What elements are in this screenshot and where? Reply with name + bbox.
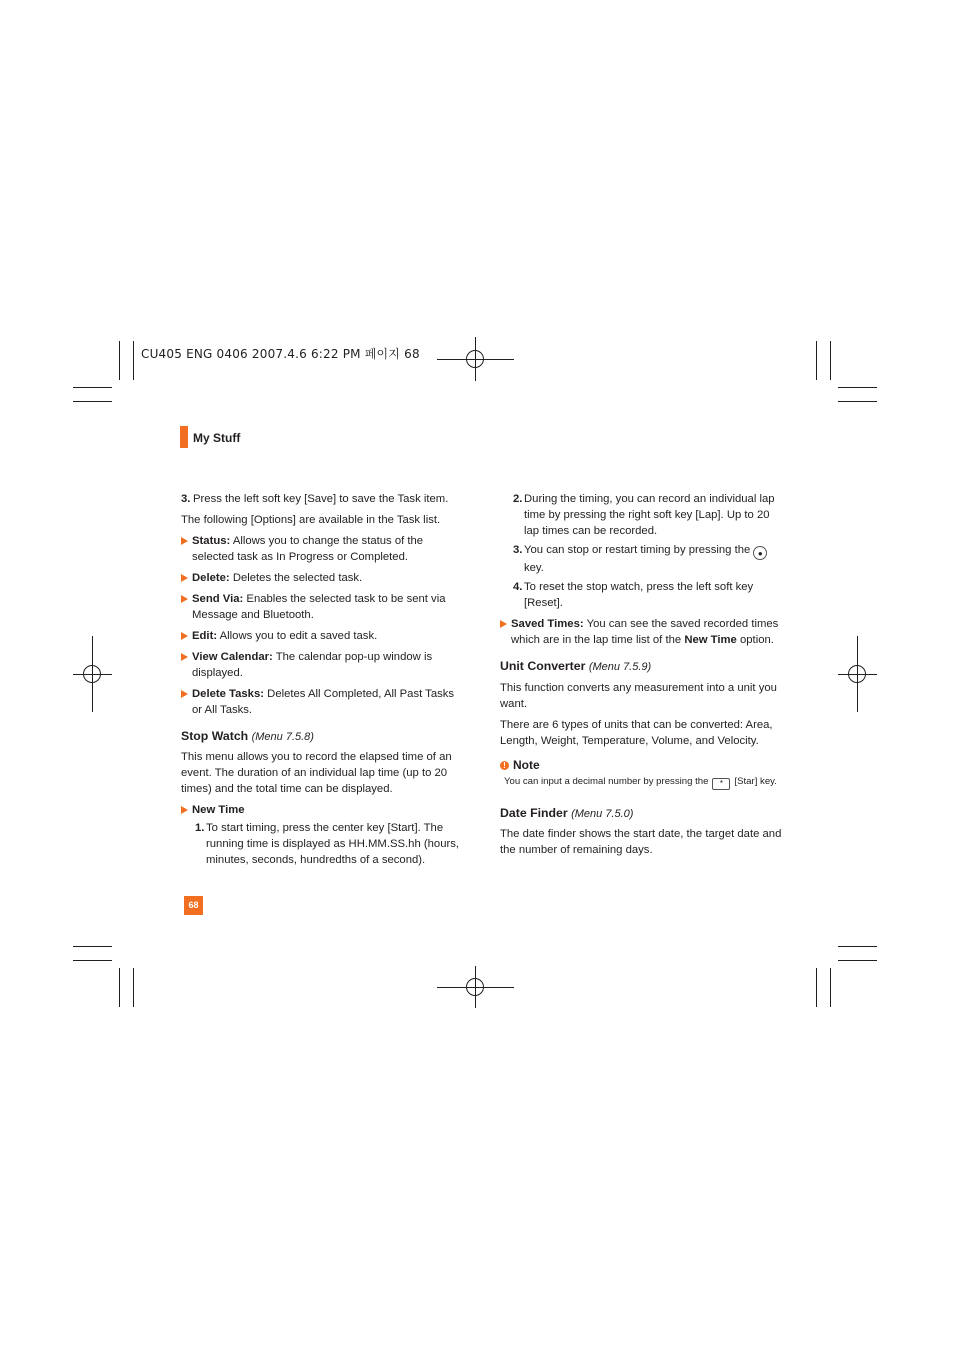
option-send-via: Send Via: Enables the selected task to be sent via Message and Bluetooth. (181, 591, 466, 623)
step-4: 4. To reset the stop watch, press the left soft key [Reset]. (513, 581, 754, 609)
crop-mark (838, 387, 877, 388)
bullet-arrow-icon (181, 690, 188, 698)
note-heading: ! Note (500, 757, 785, 773)
stop-watch-description: This menu allows you to record the elapsed time of an event. The duration of an individual lap time (up to 20 times) and the total time can be displayed. (181, 751, 452, 795)
left-column (181, 491, 466, 868)
crop-mark (119, 968, 120, 1007)
crop-mark (830, 341, 831, 380)
crop-mark (838, 401, 877, 402)
option-view-calendar: View Calendar: The calendar pop-up window is displayed. (181, 649, 466, 681)
crop-mark (838, 946, 877, 947)
crop-mark (838, 960, 877, 961)
bullet-arrow-icon (181, 574, 188, 582)
center-key-icon: ● (753, 546, 767, 560)
date-finder-description: The date finder shows the start date, the target date and the number of remaining days. (500, 828, 782, 856)
bullet-arrow-icon (181, 632, 188, 640)
option-status: Status: Allows you to change the status of the selected task as In Progress or Completed. (181, 533, 466, 565)
crop-mark (830, 968, 831, 1007)
option-delete: Delete: Deletes the selected task. (181, 570, 466, 586)
crop-mark (133, 341, 134, 380)
bullet-arrow-icon (181, 595, 188, 603)
note-text: You can input a decimal number by pressing the * [Star] key. (504, 776, 777, 788)
date-finder-heading: Date Finder (Menu 7.5.0) (500, 806, 634, 820)
new-time-step-1: 1. To start timing, press the center key [Start]. The running time is displayed as HH.MM.SS.hh (hours, minutes, seconds, hundredths of a second). (195, 822, 460, 866)
unit-converter-heading: Unit Converter (Menu 7.5.9) (500, 659, 652, 673)
section-marker (180, 426, 188, 448)
crop-mark (73, 387, 112, 388)
note-icon: ! (500, 761, 509, 770)
registration-mark (466, 350, 484, 368)
registration-mark (848, 665, 866, 683)
bullet-arrow-icon (181, 653, 188, 661)
bullet-arrow-icon (181, 537, 188, 545)
star-key-icon: * (712, 778, 730, 790)
crop-mark (119, 341, 120, 380)
crop-mark (133, 968, 134, 1007)
crop-mark (816, 341, 817, 380)
step-3: 3. Press the left soft key [Save] to save the Task item. (181, 493, 449, 505)
crop-mark (73, 401, 112, 402)
page-number: 68 (184, 896, 203, 915)
section-title: My Stuff (193, 431, 241, 445)
crop-mark (73, 946, 112, 947)
right-column (500, 491, 785, 858)
new-time-item: New Time (181, 802, 466, 818)
crop-mark (816, 968, 817, 1007)
options-intro: The following [Options] are available in the Task list. (181, 514, 441, 526)
step-2: 2. During the timing, you can record an individual lap time by pressing the right soft key [Lap]. Up to 20 lap times can be recorded. (513, 493, 775, 537)
option-edit: Edit: Allows you to edit a saved task. (181, 628, 466, 644)
crop-mark (73, 960, 112, 961)
saved-times-item: Saved Times: You can see the saved recorded times which are in the lap time list of the New Time option. (500, 616, 785, 648)
bullet-arrow-icon (181, 806, 188, 814)
step-3-right: 3. You can stop or restart timing by pressing the ●key. (513, 542, 785, 576)
registration-mark (83, 665, 101, 683)
bullet-arrow-icon (500, 620, 507, 628)
option-delete-tasks: Delete Tasks: Deletes All Completed, All Past Tasks or All Tasks. (181, 686, 466, 718)
stop-watch-heading: Stop Watch (Menu 7.5.8) (181, 729, 314, 743)
print-slug: CU405 ENG 0406 2007.4.6 6:22 PM 페이지 68 (141, 347, 420, 361)
unit-converter-description: This function converts any measurement into a unit you want. (500, 682, 777, 710)
unit-converter-types: There are 6 types of units that can be converted: Area, Length, Weight, Temperature, Volume, and Velocity. (500, 719, 773, 747)
registration-mark (466, 978, 484, 996)
